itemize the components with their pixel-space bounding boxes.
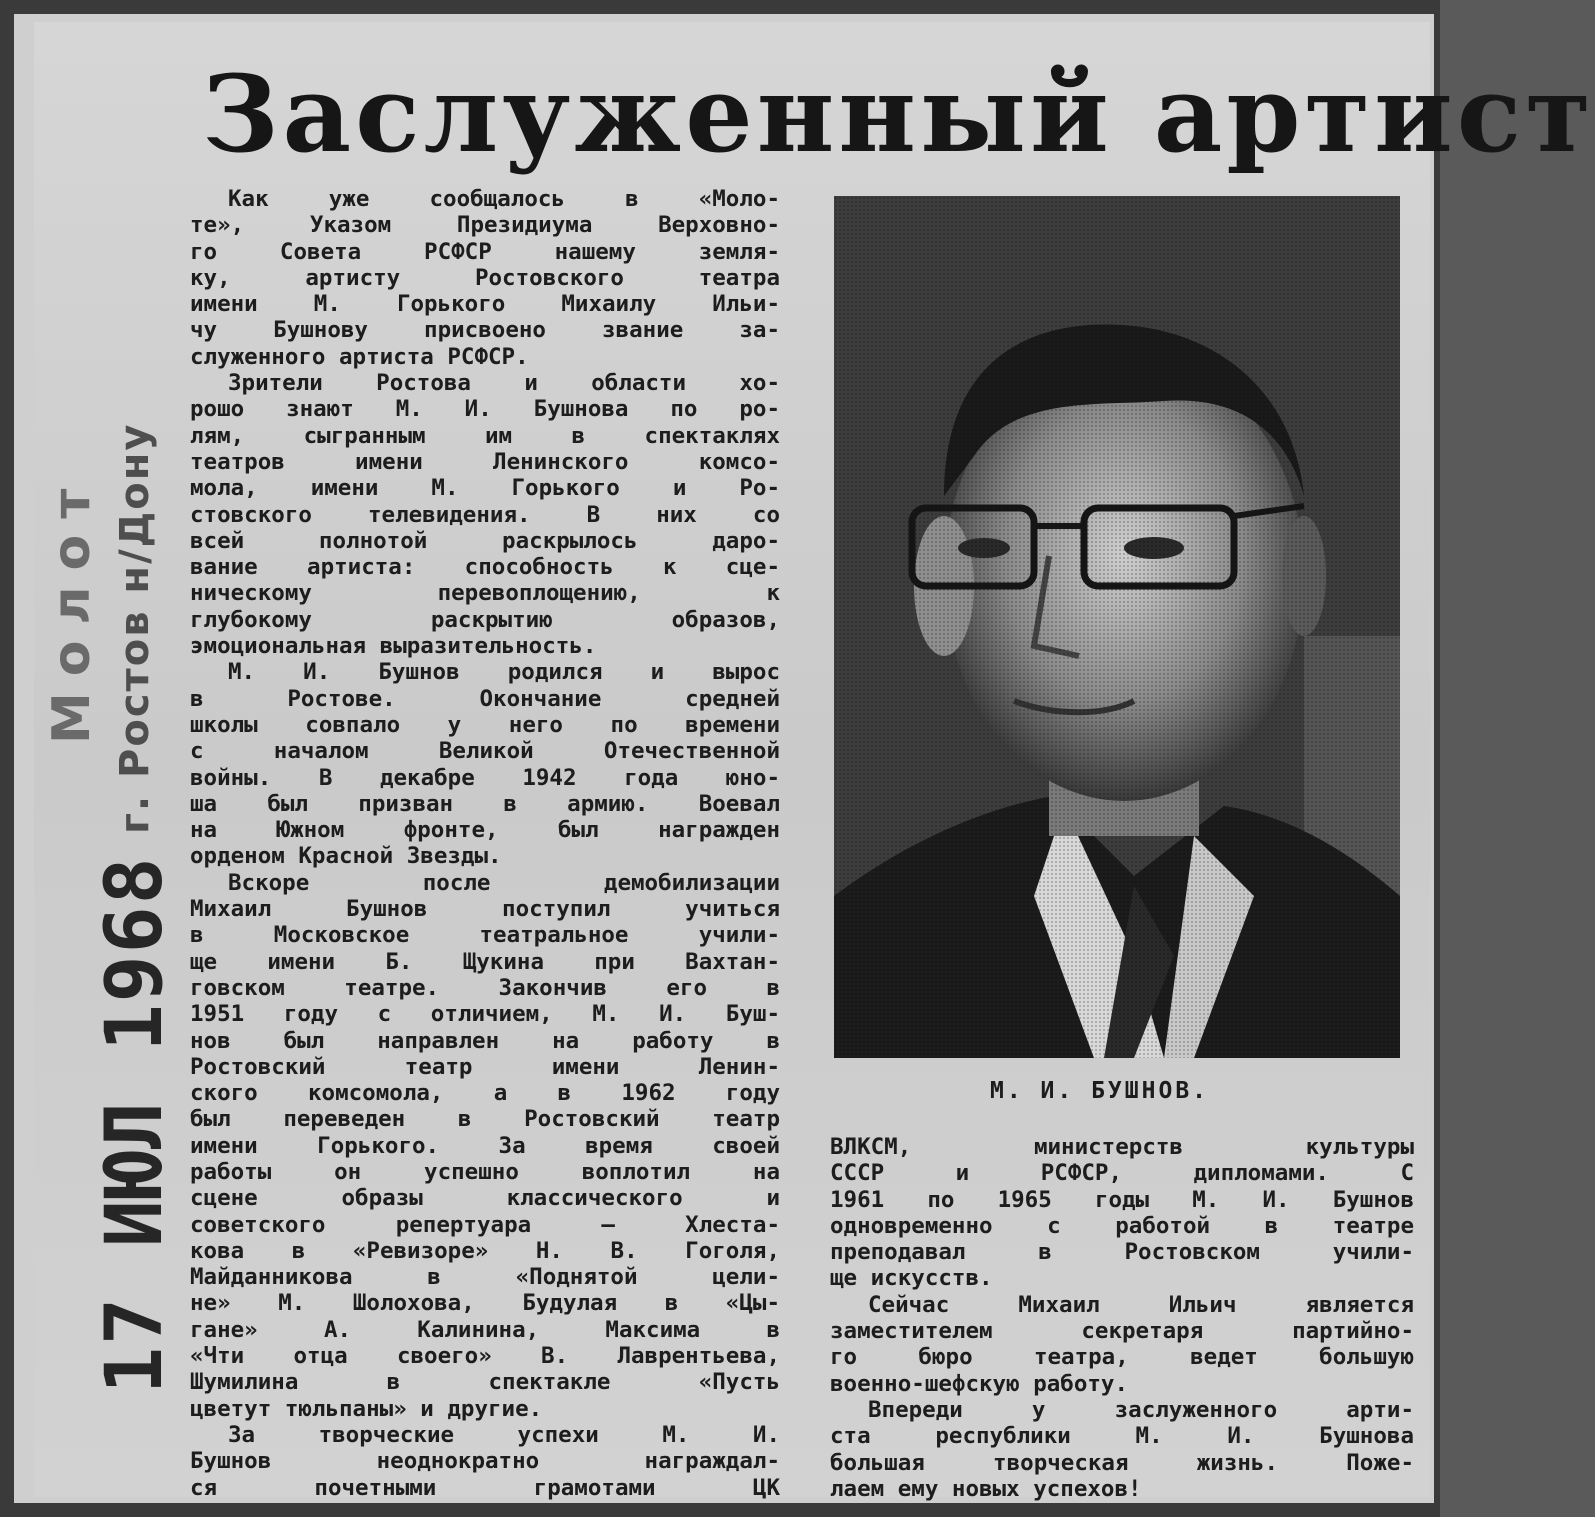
text-line: го Совета РСФСР нашему земля- — [190, 238, 780, 265]
text-line: в Московское театральное учили- — [190, 922, 780, 949]
article-column-right — [830, 1134, 1414, 1502]
text-line: Бушнов неоднократно награждал- — [190, 1448, 780, 1475]
stamp-city: г. Ростов н/Дону — [112, 422, 158, 834]
text-line: не» М. Шолохова, Будулая в «Цы- — [190, 1290, 780, 1317]
text-line: кова в «Ревизоре» Н. В. Гоголя, — [190, 1237, 780, 1264]
text-line: За творческие успехи М. И. — [228, 1421, 780, 1448]
text-line: имени М. Горького Михаилу Ильи- — [190, 291, 780, 318]
text-line: на Южном фронте, был награжден — [190, 817, 780, 844]
photo-caption: М. И. БУШНОВ. — [990, 1078, 1210, 1104]
text-line: лаем ему новых успехов! — [830, 1475, 1142, 1502]
text-line: мола, имени М. Горького и Ро- — [190, 475, 780, 502]
text-line: гане» А. Калинина, Максима в — [190, 1316, 780, 1343]
text-line: сцене образы классического и — [190, 1185, 780, 1212]
text-line: военно-шефскую работу. — [830, 1370, 1129, 1397]
text-line: Зрители Ростова и области хо- — [228, 370, 780, 397]
text-line: ского комсомола, а в 1962 году — [190, 1080, 780, 1107]
text-line: ку, артисту Ростовского театра — [190, 264, 780, 291]
text-line: М. И. Бушнов родился и вырос — [228, 659, 780, 686]
text-line: театров имени Ленинского комсо- — [190, 448, 780, 475]
text-line: работы он успешно воплотил на — [190, 1158, 780, 1185]
text-line: в Ростове. Окончание средней — [190, 685, 780, 712]
text-line: с началом Великой Отечественной — [190, 738, 780, 765]
text-line: заместителем секретаря партийно- — [830, 1318, 1414, 1345]
text-line: ще искусств. — [830, 1265, 993, 1292]
text-line: Михаил Бушнов поступил учиться — [190, 896, 780, 923]
text-line: Шумилина в спектакле «Пусть — [190, 1369, 780, 1396]
text-line: школы совпало у него по времени — [190, 711, 780, 738]
text-line: говском театре. Закончив его в — [190, 974, 780, 1001]
text-line: Впереди у заслуженного арти- — [868, 1396, 1414, 1423]
text-line: преподавал в Ростовском учили- — [830, 1239, 1414, 1266]
text-line: одновременно с работой в театре — [830, 1212, 1414, 1239]
text-line: СССР и РСФСР, дипломами. С — [830, 1160, 1414, 1187]
text-line: цветут тюльпаны» и другие. — [190, 1395, 543, 1422]
portrait-photo — [834, 196, 1400, 1058]
text-line: Ростовский театр имени Ленин- — [190, 1053, 780, 1080]
text-line: Сейчас Михаил Ильич является — [868, 1291, 1414, 1318]
text-line: нов был направлен на работу в — [190, 1027, 780, 1054]
text-line: те», Указом Президиума Верховно- — [190, 212, 780, 239]
text-line: служенного артиста РСФСР. — [190, 343, 529, 370]
text-line: большая творческая жизнь. Поже- — [830, 1449, 1414, 1476]
stamp-date: 17 ИЮЛ 1968 — [90, 855, 180, 1394]
article-column-left — [190, 186, 780, 1501]
text-line: войны. В декабре 1942 года юно- — [190, 764, 780, 791]
text-line: ническому перевоплощению, к — [190, 580, 780, 607]
text-line: ще имени Б. Щукина при Вахтан- — [190, 948, 780, 975]
text-line: всей полнотой раскрылось дарo- — [190, 527, 780, 554]
text-line: Майданникова в «Поднятой цели- — [190, 1264, 780, 1291]
portrait-illustration — [834, 196, 1400, 1058]
text-line: ста республики М. И. Бушнова — [830, 1423, 1414, 1450]
stamp-newspaper-name: Молот — [42, 472, 102, 744]
text-line: имени Горького. За время своей — [190, 1132, 780, 1159]
text-line: 1951 году с отличием, М. И. Буш- — [190, 1001, 780, 1028]
text-line: был переведен в Ростовский театр — [190, 1106, 780, 1133]
text-line: вание артиста: способность к сце- — [190, 554, 780, 581]
text-line: Вскоре после демобилизации — [228, 869, 780, 896]
text-line: лям, сыгранным им в спектаклях — [190, 422, 780, 449]
text-line: ша был призван в армию. Воевал — [190, 790, 780, 817]
text-line: го бюро театра, ведет большую — [830, 1344, 1414, 1371]
article-headline: Заслуженный артист — [202, 51, 1595, 176]
text-line: ся почетными грамотами ЦК — [190, 1474, 780, 1501]
text-line: 1961 по 1965 годы М. И. Бушнов — [830, 1186, 1414, 1213]
text-line: советского репертуара — Хлеста- — [190, 1211, 780, 1238]
text-line: Как уже сообщалось в «Моло- — [228, 186, 780, 212]
text-line: чу Бушнову присвоено звание за- — [190, 317, 780, 344]
text-line: эмоциональная выразительность. — [190, 633, 597, 660]
text-line: стовского телевидения. В них со — [190, 501, 780, 528]
text-line: орденом Красной Звезды. — [190, 843, 502, 870]
text-line: «Чти отца своего» В. Лаврентьева, — [190, 1343, 780, 1370]
text-line: рошо знают М. И. Бушнова по ро- — [190, 396, 780, 423]
text-line: глубокому раскрытию образов, — [190, 606, 780, 633]
text-line: ВЛКСМ, министерств культуры — [830, 1134, 1414, 1160]
